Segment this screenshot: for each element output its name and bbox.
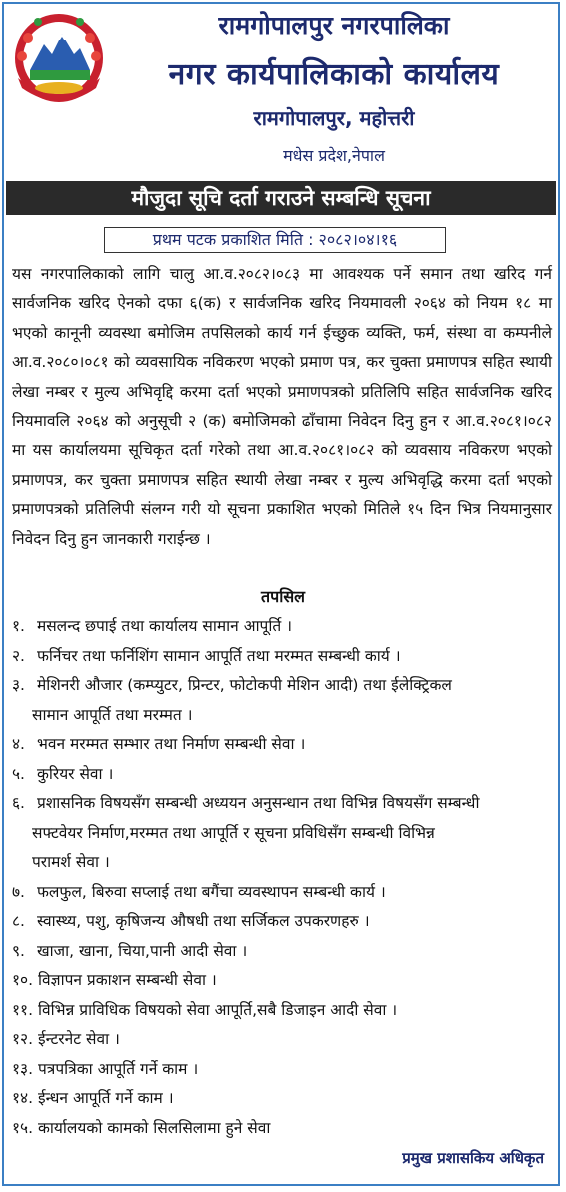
published-date-box: प्रथम पटक प्रकाशित मिति : २०८२।०४।१६ — [104, 227, 446, 253]
notice-title-banner: मौजुदा सूचि दर्ता गराउने सम्बन्धि सूचना — [6, 181, 556, 215]
schedule-item: १५. कार्यालयको कामको सिलसिलामा हुने सेवा — [12, 1118, 271, 1137]
schedule-item: ७. फलफुल, बिरुवा सप्लाई तथा बगैंचा व्यवस्थापन सम्बन्धी कार्य । — [12, 882, 386, 901]
municipality-name: रामगोपालपुर नगरपालिका — [218, 11, 450, 40]
schedule-item: ३. मेशिनरी औजार (कम्प्युटर, प्रिन्टर, फोटोकपी मेशिन आदी) तथा ईलेक्ट्रिकल — [12, 676, 452, 694]
schedule-item-continuation: सामान आपूर्ति तथा मरम्मत । — [32, 705, 193, 724]
schedule-item: १. मसलन्द छपाई तथा कार्यालय सामान आपूर्ति । — [12, 617, 292, 635]
schedule-item: १०. विज्ञापन प्रकाशन सम्बन्धी सेवा । — [12, 971, 217, 989]
schedule-item: ५. कुरियर सेवा । — [12, 764, 114, 783]
schedule-item: ११. विभिन्न प्राविधिक विषयको सेवा आपूर्ति,सबै डिजाइन आदी सेवा । — [12, 1000, 398, 1019]
schedule-item: ९. खाजा, खाना, चिया,पानी आदी सेवा । — [12, 941, 248, 960]
notice-body: यस नगरपालिकाको लागि चालु आ.व.२०८२।०८३ मा आवश्यक पर्ने समान तथा खरिद गर्न सार्वजनिक खरिद ऐनको दफा ६(क) र सार्वजनिक खरिद नियमावली २०६४ को नियम १८ मा भएको कानूनी व्यवस्था बमोजिम तपसिलको कार्य गर्न ईच्छुक व्यक्ति, फर्म, संस्था वा कम्पनीले आ.व.२०८०।०८१ को व्यवसायिक नविकरण भएको प्रमाण पत्र, कर चुक्ता प्रमाणपत्र सहित स्थायी लेखा नम्बर र मुल्य अभिवृद्दि करमा दर्ता भएको प्रमाणपत्रको प्रतिलिपि सहित सार्वजनिक खरिद नियमावलि २०६४ को अनुसूची २ (क) बमोजिमको ढाँचामा निवेदन दिनु हुन र आ.व.२०८१।०८२ मा यस कार्यालयमा सूचिकृत दर्ता गरेको तथा आ.व.२०८१।०८२ को व्यवसाय नविकरण भएको प्रमाणपत्र, कर चुक्ता प्रमाणपत्र सहित स्थायी लेखा नम्बर र मुल्य अभिवृद्धि करमा दर्ता भएको प्रमाणपत्रको प्रतिलिपी संलग्न गरी यो सूचना प्रकाशित भएको मितिले १५ दिन भित्र नियमानुसार निवेदन दिनु हुन जानकारी गराईन्छ । — [12, 265, 552, 548]
schedule-item: ६. प्रशासनिक विषयसँग सम्बन्धी अध्ययन अनुसन्धान तथा विभिन्न विषयसँग सम्बन्धी — [12, 794, 480, 812]
office-location: रामगोपालपुर, महोत्तरी — [253, 106, 415, 130]
schedule-item: २. फर्निचर तथा फर्निशिंग सामान आपूर्ति तथा मरम्मत सम्बन्धी कार्य । — [12, 646, 401, 665]
schedule-item: १२. ईन्टरनेट सेवा । — [12, 1030, 120, 1048]
schedule-item: १३. पत्रपत्रिका आपूर्ति गर्ने काम । — [12, 1059, 199, 1078]
schedule-title: तपसिल — [260, 587, 306, 606]
nepal-emblem-icon — [8, 8, 110, 112]
schedule-list — [12, 612, 552, 1143]
office-name: नगर कार्यपालिकाको कार्यालय — [168, 57, 500, 92]
schedule-item: ८. स्वास्थ्य, पशु, कृषिजन्य औषधी तथा सर्जिकल उपकरणहरु । — [12, 912, 370, 930]
schedule-item: १४. ईन्धन आपूर्ति गर्ने काम । — [12, 1089, 174, 1107]
signatory-title: प्रमुख प्रशासकिय अधिकृत — [402, 1149, 544, 1167]
schedule-item-continuation: सफ्टवेयर निर्माण,मरम्मत तथा आपूर्ति र सूचना प्रविधिसँग सम्बन्धी विभिन्न — [32, 823, 435, 842]
schedule-item: ४. भवन मरम्मत सम्भार तथा निर्माण सम्बन्धी सेवा । — [12, 735, 306, 753]
schedule-item-continuation: परामर्श सेवा । — [32, 853, 110, 871]
province-name: मधेस प्रदेश,नेपाल — [283, 146, 385, 165]
